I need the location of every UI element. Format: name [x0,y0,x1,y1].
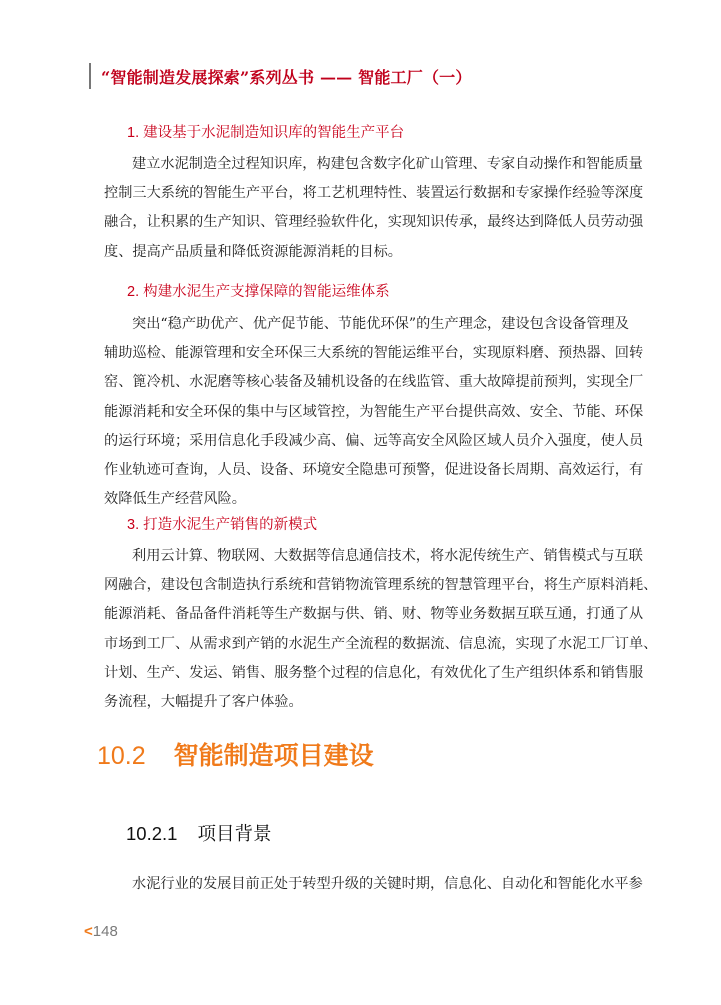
paragraph-line: 计划、生产、发运、销售、服务整个过程的信息化，有效优化了生产组织体系和销售服 [104,664,644,681]
subsection-heading [126,820,271,846]
paragraph-line: 网融合，建设包含制造执行系统和营销物流管理系统的智慧管理平台，将生产原料消耗、 [104,577,658,594]
paragraph-2 [104,310,644,514]
paragraph-line: 务流程，大幅提升了客户体验。 [104,693,303,710]
paragraph-line: 能源消耗和安全环保的集中与区域管控，为智能生产平台提供高效、安全、节能、环保 [104,403,644,420]
chevron-left-icon: < [84,923,93,940]
subheading-1: 1. 建设基于水泥制造知识库的智能生产平台 [127,125,405,141]
paragraph-line: 辅助巡检、能源管理和安全环保三大系统的智能运维平台，实现原料磨、预热器、回转 [104,345,644,362]
paragraph-line: 的运行环境；采用信息化手段减少高、偏、远等高安全风险区域人员介入强度，使人员 [104,432,644,449]
paragraph-line: 作业轨迹可查询，人员、设备、环境安全隐患可预警，促进设备长周期、高效运行，有 [104,461,644,478]
subheading-2: 2. 构建水泥生产支撑保障的智能运维体系 [127,284,390,300]
paragraph-line: 建立水泥制造全过程知识库，构建包含数字化矿山管理、专家自动操作和智能质量 [132,156,643,172]
header-divider-bar [89,63,91,89]
paragraph-line: 窑、篦冷机、水泥磨等核心装备及辅机设备的在线监管、重大故障提前预判，实现全厂 [104,374,644,391]
paragraph-line: 融合，让积累的生产知识、管理经验软件化，实现知识传承，最终达到降低人员劳动强 [104,214,644,231]
subsection-title: 项目背景 [197,823,272,844]
running-header [89,62,472,90]
paragraph-background [104,870,643,899]
page-number-value: 148 [92,923,118,940]
section-title: 智能制造项目建设 [173,742,374,770]
paragraph-1 [104,150,644,267]
paragraph-line: 控制三大系统的智能生产平台，将工艺机理特性、装置运行数据和专家操作经验等深度 [104,185,644,202]
subsection-number: 10.2.1 [126,823,178,844]
section-number: 10.2 [97,742,146,770]
section-heading [97,736,374,772]
paragraph-line: 利用云计算、物联网、大数据等信息通信技术，将水泥传统生产、销售模式与互联 [132,548,643,564]
paragraph-line: 能源消耗、备品备件消耗等生产数据与供、销、财、物等业务数据互联互通，打通了从 [104,606,644,623]
paragraph-3 [104,542,658,717]
series-title: “智能制造发展探索”系列丛书 —— 智能工厂（一） [101,67,472,87]
paragraph-line: 度、提高产品质量和降低资源能源消耗的目标。 [104,243,402,260]
paragraph-line: 水泥行业的发展目前正处于转型升级的关键时期，信息化、自动化和智能化水平参 [132,876,643,892]
paragraph-line: 市场到工厂、从需求到产销的水泥生产全流程的数据流、信息流，实现了水泥工厂订单、 [104,635,658,652]
subheading-3: 3. 打造水泥生产销售的新模式 [127,517,318,533]
paragraph-line: 效降低生产经营风险。 [104,491,246,508]
page-number [84,923,118,940]
paragraph-line: 突出“稳产助优产、优产促节能、节能优环保”的生产理念，建设包含设备管理及 [132,316,629,332]
